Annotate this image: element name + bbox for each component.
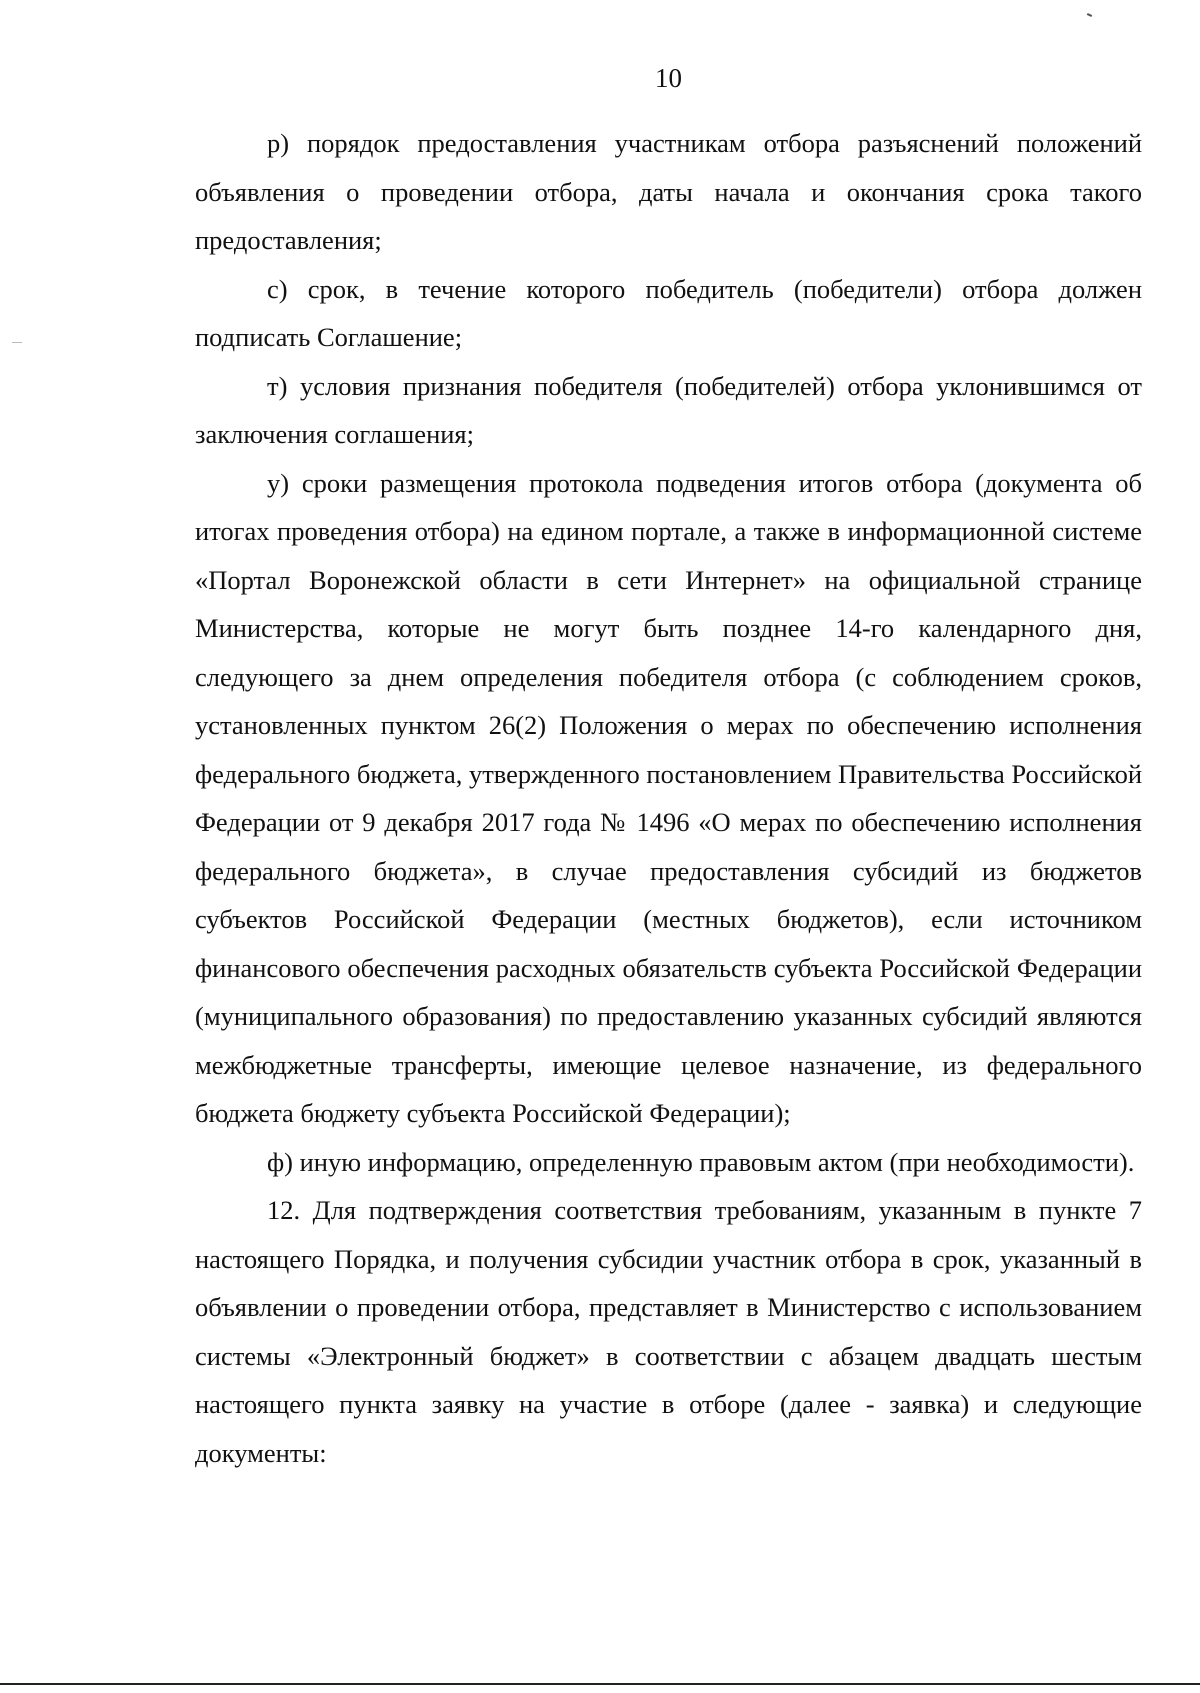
scan-speck xyxy=(1087,13,1092,17)
paragraph-u: у) сроки размещения протокола подведения итогов отбора (документа об итогах проведения отбора) на едином портале, а также в информационной системе «Портал Воронежской области в сети Интернет» на официальной странице Министерства, которые не могут быть позднее 14-го календарного дня, следующего за днем определения победителя отбора (с соблюдением сроков, установленных пунктом 26(2) Положения о мерах по обеспечению исполнения федерального бюджета, утвержденного постановлением Правительства Российской Федерации от 9 декабря 2017 года № 1496 «О мерах по обеспечению исполнения федерального бюджета», в случае предоставления субсидий из бюджетов субъектов Российской Федерации (местных бюджетов), если источником финансового обеспечения расходных обязательств субъекта Российской Федерации (муниципального образования) по предоставлению указанных субсидий являются межбюджетные трансферты, имеющие целевое назначение, из федерального бюджета бюджету субъекта Российской Федерации); xyxy=(195,467,1143,1128)
paragraph-f: ф) иную информацию, определенную правовым актом (при необходимости). xyxy=(267,1146,1135,1177)
paragraph-s: с) срок, в течение которого победитель (победители) отбора должен подписать Соглашение; xyxy=(195,273,1142,352)
paragraph-12: 12. Для подтверждения соответствия требованиям, указанным в пункте 7 настоящего Порядка, и получения субсидии участник отбора в срок, указанный в объявлении о проведении отбора, представляет в Министерство с использованием системы «Электронный бюджет» в соответствии с абзацем двадцать шестым настоящего пункта заявку на участие в отборе (далее - заявка) и следующие документы: xyxy=(195,1195,1142,1468)
scan-edge-line xyxy=(0,1683,1200,1685)
page-number: 10 xyxy=(655,63,682,93)
paragraph-r: р) порядок предоставления участникам отбора разъяснений положений объявления о проведении отбора, даты начала и окончания срока такого предоставления; xyxy=(195,128,1142,255)
margin-mark xyxy=(12,342,22,343)
document-body xyxy=(195,119,1142,1477)
paragraph-t: т) условия признания победителя (победителей) отбора уклонившимся от заключения соглашения; xyxy=(195,370,1142,449)
